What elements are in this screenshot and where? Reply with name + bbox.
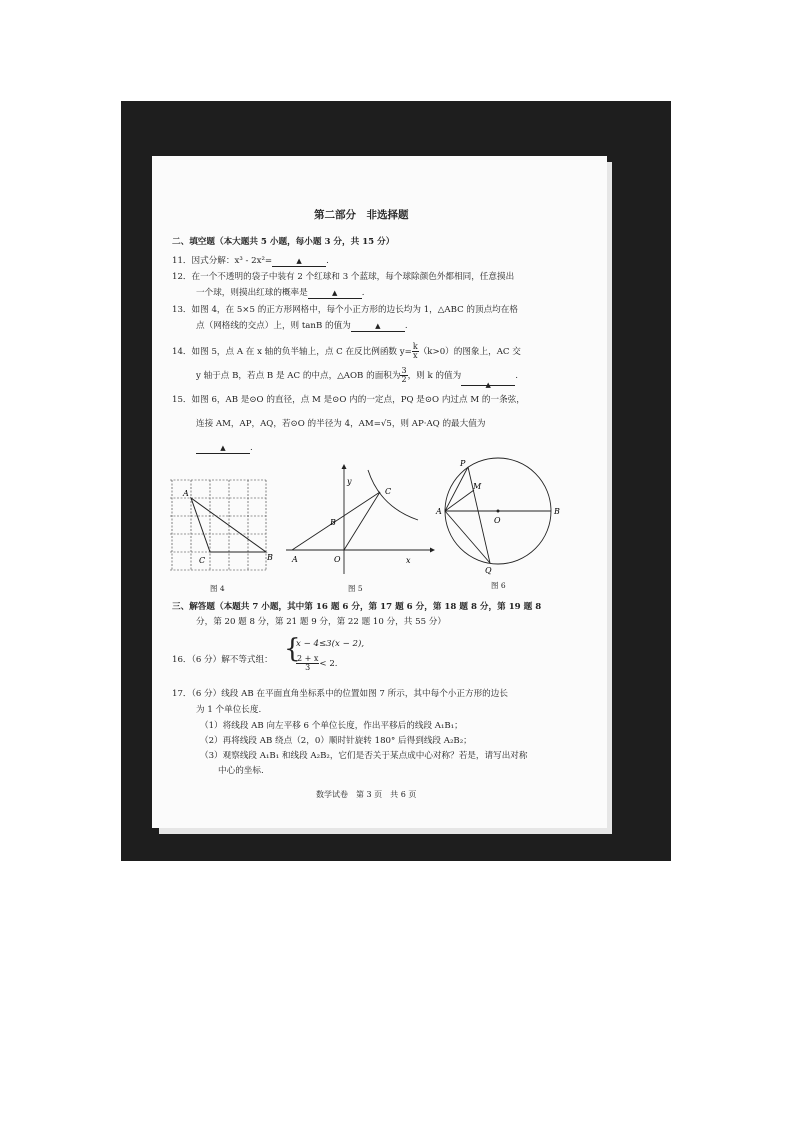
- label-o: O: [494, 516, 501, 525]
- question-17-line1: 17．（6 分）线段 AB 在平面直角坐标系中的位置如图 7 所示，其中每个小正方形的边长: [172, 689, 508, 699]
- question-13-line2: [196, 321, 408, 332]
- label-c: C: [385, 487, 392, 496]
- label-c: C: [199, 556, 206, 565]
- q12-answer-blank: [308, 288, 362, 299]
- q11-text: 11．因式分解：x³ - 2x²=: [172, 256, 273, 266]
- figure-4-grid: [170, 478, 273, 578]
- q14-text-d: ，则 k 的值为: [407, 371, 462, 381]
- label-y: y: [347, 477, 352, 486]
- q13-end: .: [404, 321, 408, 331]
- answer-triangle-icon: ▲: [485, 381, 491, 389]
- q12-end: .: [361, 288, 365, 298]
- question-15-line3: [196, 443, 253, 454]
- question-17-line2: 为 1 个单位长度.: [196, 705, 262, 715]
- question-15-line1: 15．如图 6，AB 是⊙O 的直径，点 M 是⊙O 内的一定点，PQ 是⊙O 内过点 M 的一条弦，: [172, 395, 525, 405]
- question-17-item1: （1）将线段 AB 向左平移 6 个单位长度，作出平移后的线段 A₁B₁；: [200, 721, 463, 731]
- label-q: Q: [485, 566, 492, 575]
- label-b: B: [330, 518, 336, 527]
- label-a: A: [183, 489, 189, 498]
- q14-end: .: [515, 371, 518, 381]
- q14-fraction-3-over-2: $\frac{3}{2}$: [401, 366, 407, 384]
- label-x: x: [406, 556, 411, 565]
- segment-ap: [445, 467, 468, 511]
- q12-text: 一个球，则摸出红球的概率是: [196, 288, 308, 298]
- y-axis-arrow-icon: [342, 464, 347, 469]
- q16-fraction: $\frac{2 + x}{3}$: [297, 654, 319, 672]
- q13-text: 点（网格线的交点）上，则 tanB 的值为: [196, 321, 351, 331]
- question-13-line1: 13．如图 4，在 5×5 的正方形网格中，每个小正方形的边长均为 1，△ABC 的顶点均在格: [172, 305, 518, 315]
- q14-answer-blank: [461, 375, 515, 389]
- q14-text-a: 14．如图 5，点 A 在 x 轴的负半轴上，点 C 在反比例函数 y=: [172, 347, 412, 357]
- figure-6-circle: [432, 456, 572, 576]
- label-p: P: [460, 459, 466, 468]
- label-a: A: [436, 507, 442, 516]
- question-11: [172, 256, 329, 267]
- segment-ac: [292, 492, 380, 550]
- question-12-line1: 12．在一个不透明的袋子中装有 2 个红球和 3 个蓝球，每个球除颜色外都相同，任意摸出: [172, 272, 515, 282]
- question-12-line2: [196, 288, 364, 299]
- question-17-item2: （2）再将线段 AB 绕点（2，0）顺时针旋转 180° 后得到线段 A₂B₂；: [200, 736, 472, 746]
- question-14-line1: [172, 342, 521, 362]
- answer-triangle-icon: ▲: [332, 289, 338, 297]
- segment-oc: [344, 492, 380, 550]
- q15-end: .: [250, 443, 253, 453]
- section-answer-heading-line2: 分，第 20 题 8 分，第 21 题 9 分，第 22 题 10 分，共 55 分）: [196, 617, 446, 627]
- q11-end: .: [326, 256, 329, 266]
- triangle-abc: [191, 498, 266, 552]
- label-a: A: [292, 555, 298, 564]
- figure-6-caption: 图 6: [491, 581, 506, 590]
- label-m: M: [473, 482, 482, 491]
- label-o: O: [334, 555, 341, 564]
- figure-4-caption: 图 4: [210, 584, 225, 593]
- figure-5-graph: [284, 462, 434, 577]
- q16-inequality-2: [296, 654, 338, 674]
- question-17-item3b: 中心的坐标.: [218, 766, 264, 776]
- question-17-item3a: （3）观察线段 A₁B₁ 和线段 A₂B₂，它们是否关于某点成中心对称？若是，请写出对称: [200, 751, 528, 761]
- q16-inequality-tail: < 2.: [319, 659, 338, 669]
- answer-triangle-icon: ▲: [220, 444, 226, 452]
- segment-am: [445, 490, 474, 511]
- q14-text-b: （k>0）的图象上，AC 交: [418, 347, 521, 357]
- q16-inequality-1: x − 4≤3(x − 2),: [296, 639, 365, 649]
- q14-text-c: y 轴于点 B，若点 B 是 AC 的中点，△AOB 的面积为: [196, 371, 401, 381]
- section-answer-heading-line1: 三、解答题（本题共 7 小题，其中第 16 题 6 分，第 17 题 6 分，第 18 题 8 分，第 19 题 8: [172, 602, 542, 612]
- section-fill-blank-heading: 二、填空题（本大题共 5 小题，每小题 3 分，共 15 分）: [172, 237, 395, 247]
- page-footer: 数学试卷 第 3 页 共 6 页: [316, 790, 417, 799]
- label-b: B: [554, 507, 560, 516]
- page-title: 第二部分 非选择题: [314, 209, 409, 221]
- answer-triangle-icon: ▲: [296, 257, 302, 265]
- question-15-line2: 连接 AM，AP，AQ，若⊙O 的半径为 4，AM=√5，则 AP·AQ 的最大值为: [196, 419, 486, 429]
- q13-answer-blank: [351, 321, 405, 332]
- inequality-brace: {: [284, 634, 301, 664]
- label-b: B: [267, 553, 273, 562]
- center-point: [497, 510, 500, 513]
- q14-fraction-k-over-x: $\frac{k}{x}$: [412, 342, 418, 360]
- answer-triangle-icon: ▲: [375, 322, 381, 330]
- q11-answer-blank: [272, 256, 326, 267]
- question-16-label: 16．（6 分）解不等式组：: [172, 655, 273, 665]
- figure-5-caption: 图 5: [348, 584, 363, 593]
- q15-answer-blank: [196, 443, 250, 454]
- question-14-line2: [196, 366, 518, 389]
